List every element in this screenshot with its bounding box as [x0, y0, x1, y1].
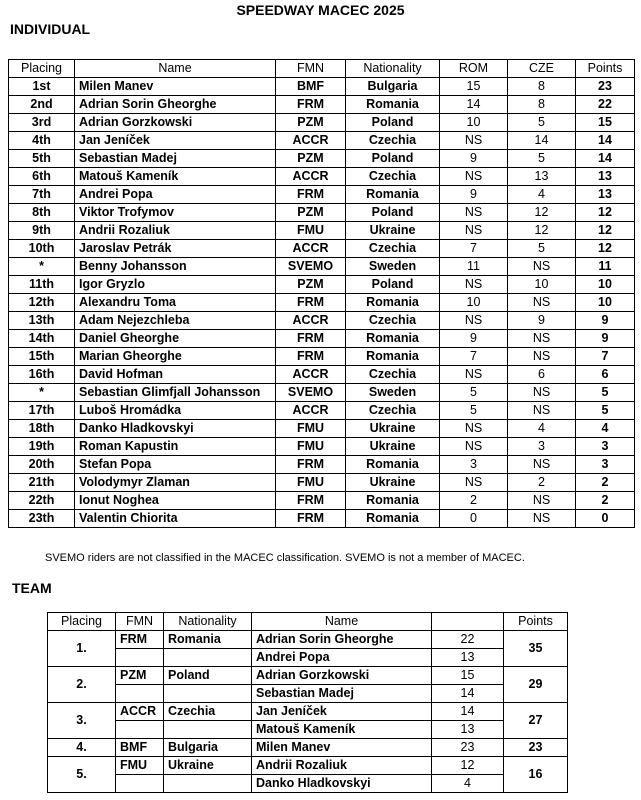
- rider-points: 23: [432, 739, 504, 757]
- table-row: [9, 276, 635, 294]
- points-cell: 6: [576, 366, 635, 384]
- cze-cell: 14: [508, 132, 576, 150]
- name-cell: Danko Hladkovskyi: [75, 420, 276, 438]
- fmn-cell: ACCR: [276, 312, 346, 330]
- points-cell: 22: [576, 96, 635, 114]
- team-row: [48, 649, 568, 667]
- cze-cell: NS: [508, 510, 576, 528]
- rider-name: Danko Hladkovskyi: [252, 775, 432, 793]
- team-placing: 3.: [48, 703, 116, 739]
- rom-cell: NS: [440, 222, 508, 240]
- points-cell: 14: [576, 132, 635, 150]
- nationality-cell: Romania: [346, 186, 440, 204]
- cze-cell: NS: [508, 456, 576, 474]
- team-fmn: ACCR: [116, 703, 164, 721]
- cze-cell: NS: [508, 492, 576, 510]
- empty-cell: [116, 775, 164, 793]
- fmn-cell: FRM: [276, 96, 346, 114]
- nationality-cell: Ukraine: [346, 474, 440, 492]
- placing-cell: 3rd: [9, 114, 75, 132]
- points-cell: 9: [576, 312, 635, 330]
- name-cell: Sebastian Glimfjall Johansson: [75, 384, 276, 402]
- placing-cell: 5th: [9, 150, 75, 168]
- cze-cell: 10: [508, 276, 576, 294]
- column-header: Placing: [48, 613, 116, 631]
- fmn-cell: ACCR: [276, 366, 346, 384]
- rom-cell: 14: [440, 96, 508, 114]
- table-row: [9, 348, 635, 366]
- name-cell: Marian Gheorghe: [75, 348, 276, 366]
- team-row: [48, 685, 568, 703]
- points-cell: 0: [576, 510, 635, 528]
- nationality-cell: Bulgaria: [346, 78, 440, 96]
- fmn-cell: PZM: [276, 150, 346, 168]
- points-cell: 14: [576, 150, 635, 168]
- placing-cell: 15th: [9, 348, 75, 366]
- fmn-cell: FRM: [276, 348, 346, 366]
- nationality-cell: Czechia: [346, 240, 440, 258]
- fmn-cell: FRM: [276, 456, 346, 474]
- rom-cell: 0: [440, 510, 508, 528]
- rom-cell: 9: [440, 330, 508, 348]
- cze-cell: 4: [508, 420, 576, 438]
- cze-cell: 5: [508, 114, 576, 132]
- team-points: 16: [504, 757, 568, 793]
- points-cell: 12: [576, 240, 635, 258]
- cze-cell: NS: [508, 348, 576, 366]
- placing-cell: 12th: [9, 294, 75, 312]
- team-row: [48, 667, 568, 685]
- column-header: CZE: [508, 60, 576, 78]
- empty-cell: [116, 721, 164, 739]
- points-cell: 15: [576, 114, 635, 132]
- empty-cell: [116, 685, 164, 703]
- nationality-cell: Poland: [346, 276, 440, 294]
- rider-points: 15: [432, 667, 504, 685]
- team-row: [48, 703, 568, 721]
- name-cell: Alexandru Toma: [75, 294, 276, 312]
- placing-cell: 14th: [9, 330, 75, 348]
- cze-cell: NS: [508, 294, 576, 312]
- placing-cell: 21th: [9, 474, 75, 492]
- nationality-cell: Czechia: [346, 312, 440, 330]
- cze-cell: NS: [508, 384, 576, 402]
- table-row: [9, 294, 635, 312]
- nationality-cell: Romania: [346, 294, 440, 312]
- rider-name: Adrian Sorin Gheorghe: [252, 631, 432, 649]
- placing-cell: 16th: [9, 366, 75, 384]
- team-table: [47, 612, 568, 793]
- team-row: [48, 739, 568, 757]
- fmn-cell: PZM: [276, 114, 346, 132]
- name-cell: Andrei Popa: [75, 186, 276, 204]
- table-row: [9, 438, 635, 456]
- rom-cell: 5: [440, 384, 508, 402]
- points-cell: 13: [576, 168, 635, 186]
- rom-cell: NS: [440, 438, 508, 456]
- fmn-cell: ACCR: [276, 240, 346, 258]
- rom-cell: 5: [440, 402, 508, 420]
- name-cell: Adrian Gorzkowski: [75, 114, 276, 132]
- nationality-cell: Ukraine: [346, 420, 440, 438]
- team-placing: 1.: [48, 631, 116, 667]
- rider-name: Andrei Popa: [252, 649, 432, 667]
- page-title: SPEEDWAY MACEC 2025: [236, 2, 405, 18]
- team-placing: 5.: [48, 757, 116, 793]
- cze-cell: NS: [508, 258, 576, 276]
- fmn-cell: FRM: [276, 294, 346, 312]
- placing-cell: *: [9, 384, 75, 402]
- table-row: [9, 474, 635, 492]
- team-fmn: PZM: [116, 667, 164, 685]
- placing-cell: 8th: [9, 204, 75, 222]
- cze-cell: 5: [508, 150, 576, 168]
- nationality-cell: Czechia: [346, 168, 440, 186]
- points-cell: 23: [576, 78, 635, 96]
- rider-name: Sebastian Madej: [252, 685, 432, 703]
- cze-cell: 9: [508, 312, 576, 330]
- points-cell: 12: [576, 204, 635, 222]
- rom-cell: 11: [440, 258, 508, 276]
- table-row: [9, 204, 635, 222]
- nationality-cell: Poland: [346, 150, 440, 168]
- team-placing: 4.: [48, 739, 116, 757]
- empty-cell: [164, 775, 252, 793]
- placing-cell: 9th: [9, 222, 75, 240]
- column-header: Points: [576, 60, 635, 78]
- table-row: [9, 96, 635, 114]
- placing-cell: 2nd: [9, 96, 75, 114]
- rom-cell: 9: [440, 186, 508, 204]
- placing-cell: 4th: [9, 132, 75, 150]
- table-row: [9, 402, 635, 420]
- table-row: [9, 114, 635, 132]
- fmn-cell: FRM: [276, 510, 346, 528]
- points-cell: 4: [576, 420, 635, 438]
- points-cell: 10: [576, 294, 635, 312]
- rom-cell: NS: [440, 204, 508, 222]
- points-cell: 3: [576, 456, 635, 474]
- team-row: [48, 775, 568, 793]
- points-cell: 10: [576, 276, 635, 294]
- svemo-note: SVEMO riders are not classified in the MACEC classification. SVEMO is not a member of MACEC.: [45, 552, 525, 564]
- team-header-row: [48, 613, 568, 631]
- team-row: [48, 631, 568, 649]
- placing-cell: 22th: [9, 492, 75, 510]
- table-row: [9, 420, 635, 438]
- individual-header-row: [9, 60, 635, 78]
- placing-cell: 10th: [9, 240, 75, 258]
- placing-cell: 7th: [9, 186, 75, 204]
- nationality-cell: Ukraine: [346, 438, 440, 456]
- rom-cell: 15: [440, 78, 508, 96]
- cze-cell: 3: [508, 438, 576, 456]
- placing-cell: 19th: [9, 438, 75, 456]
- name-cell: Milen Manev: [75, 78, 276, 96]
- name-cell: Igor Gryzlo: [75, 276, 276, 294]
- fmn-cell: PZM: [276, 276, 346, 294]
- points-cell: 5: [576, 402, 635, 420]
- name-cell: Stefan Popa: [75, 456, 276, 474]
- team-heading: TEAM: [12, 580, 52, 596]
- rider-name: Jan Jeníček: [252, 703, 432, 721]
- fmn-cell: FMU: [276, 474, 346, 492]
- column-header: Nationality: [346, 60, 440, 78]
- name-cell: Daniel Gheorghe: [75, 330, 276, 348]
- individual-table: [8, 59, 635, 528]
- cze-cell: 8: [508, 96, 576, 114]
- column-header: Name: [252, 613, 432, 631]
- fmn-cell: FMU: [276, 420, 346, 438]
- rom-cell: 10: [440, 294, 508, 312]
- points-cell: 9: [576, 330, 635, 348]
- fmn-cell: ACCR: [276, 402, 346, 420]
- cze-cell: NS: [508, 330, 576, 348]
- column-header: Name: [75, 60, 276, 78]
- points-cell: 12: [576, 222, 635, 240]
- cze-cell: 5: [508, 240, 576, 258]
- fmn-cell: FRM: [276, 492, 346, 510]
- points-cell: 7: [576, 348, 635, 366]
- fmn-cell: FRM: [276, 186, 346, 204]
- nationality-cell: Sweden: [346, 384, 440, 402]
- column-header: [432, 613, 504, 631]
- rom-cell: NS: [440, 168, 508, 186]
- team-fmn: BMF: [116, 739, 164, 757]
- rom-cell: NS: [440, 366, 508, 384]
- nationality-cell: Romania: [346, 492, 440, 510]
- table-row: [9, 132, 635, 150]
- team-placing: 2.: [48, 667, 116, 703]
- placing-cell: 20th: [9, 456, 75, 474]
- name-cell: Benny Johansson: [75, 258, 276, 276]
- team-row: [48, 757, 568, 775]
- table-row: [9, 366, 635, 384]
- column-header: FMN: [276, 60, 346, 78]
- empty-cell: [164, 685, 252, 703]
- points-cell: 2: [576, 492, 635, 510]
- team-nationality: Bulgaria: [164, 739, 252, 757]
- table-row: [9, 330, 635, 348]
- placing-cell: 6th: [9, 168, 75, 186]
- team-row: [48, 721, 568, 739]
- points-cell: 11: [576, 258, 635, 276]
- empty-cell: [164, 721, 252, 739]
- rider-points: 4: [432, 775, 504, 793]
- table-row: [9, 150, 635, 168]
- table-row: [9, 186, 635, 204]
- team-nationality: Ukraine: [164, 757, 252, 775]
- table-row: [9, 384, 635, 402]
- rom-cell: 7: [440, 240, 508, 258]
- rider-points: 13: [432, 721, 504, 739]
- rom-cell: NS: [440, 132, 508, 150]
- points-cell: 2: [576, 474, 635, 492]
- rider-name: Milen Manev: [252, 739, 432, 757]
- nationality-cell: Romania: [346, 348, 440, 366]
- cze-cell: 12: [508, 222, 576, 240]
- rider-points: 14: [432, 685, 504, 703]
- placing-cell: 23th: [9, 510, 75, 528]
- nationality-cell: Ukraine: [346, 222, 440, 240]
- name-cell: Luboš Hromádka: [75, 402, 276, 420]
- nationality-cell: Romania: [346, 96, 440, 114]
- rider-points: 13: [432, 649, 504, 667]
- rom-cell: 3: [440, 456, 508, 474]
- rom-cell: 2: [440, 492, 508, 510]
- nationality-cell: Sweden: [346, 258, 440, 276]
- fmn-cell: SVEMO: [276, 384, 346, 402]
- placing-cell: 1st: [9, 78, 75, 96]
- team-points: 35: [504, 631, 568, 667]
- name-cell: Viktor Trofymov: [75, 204, 276, 222]
- nationality-cell: Poland: [346, 114, 440, 132]
- column-header: Points: [504, 613, 568, 631]
- team-nationality: Poland: [164, 667, 252, 685]
- table-row: [9, 240, 635, 258]
- name-cell: David Hofman: [75, 366, 276, 384]
- table-row: [9, 168, 635, 186]
- table-row: [9, 510, 635, 528]
- placing-cell: 18th: [9, 420, 75, 438]
- rider-name: Andrii Rozaliuk: [252, 757, 432, 775]
- placing-cell: 17th: [9, 402, 75, 420]
- placing-cell: 13th: [9, 312, 75, 330]
- nationality-cell: Romania: [346, 456, 440, 474]
- name-cell: Sebastian Madej: [75, 150, 276, 168]
- rider-points: 22: [432, 631, 504, 649]
- cze-cell: 8: [508, 78, 576, 96]
- name-cell: Adam Nejezchleba: [75, 312, 276, 330]
- nationality-cell: Poland: [346, 204, 440, 222]
- table-row: [9, 78, 635, 96]
- rom-cell: NS: [440, 312, 508, 330]
- empty-cell: [116, 649, 164, 667]
- nationality-cell: Czechia: [346, 366, 440, 384]
- team-points: 29: [504, 667, 568, 703]
- rider-points: 14: [432, 703, 504, 721]
- column-header: ROM: [440, 60, 508, 78]
- team-points: 27: [504, 703, 568, 739]
- fmn-cell: FMU: [276, 438, 346, 456]
- nationality-cell: Czechia: [346, 132, 440, 150]
- cze-cell: 13: [508, 168, 576, 186]
- fmn-cell: FRM: [276, 330, 346, 348]
- rom-cell: 10: [440, 114, 508, 132]
- column-header: Nationality: [164, 613, 252, 631]
- nationality-cell: Czechia: [346, 402, 440, 420]
- cze-cell: 2: [508, 474, 576, 492]
- fmn-cell: SVEMO: [276, 258, 346, 276]
- nationality-cell: Romania: [346, 510, 440, 528]
- rider-name: Adrian Gorzkowski: [252, 667, 432, 685]
- rom-cell: 9: [440, 150, 508, 168]
- rom-cell: NS: [440, 474, 508, 492]
- name-cell: Jan Jeníček: [75, 132, 276, 150]
- name-cell: Jaroslav Petrák: [75, 240, 276, 258]
- name-cell: Valentin Chiorita: [75, 510, 276, 528]
- individual-heading: INDIVIDUAL: [10, 21, 91, 37]
- name-cell: Adrian Sorin Gheorghe: [75, 96, 276, 114]
- column-header: Placing: [9, 60, 75, 78]
- nationality-cell: Romania: [346, 330, 440, 348]
- fmn-cell: ACCR: [276, 132, 346, 150]
- rom-cell: NS: [440, 276, 508, 294]
- cze-cell: 4: [508, 186, 576, 204]
- name-cell: Ionut Noghea: [75, 492, 276, 510]
- team-fmn: FRM: [116, 631, 164, 649]
- rider-points: 12: [432, 757, 504, 775]
- rider-name: Matouš Kameník: [252, 721, 432, 739]
- cze-cell: 12: [508, 204, 576, 222]
- name-cell: Volodymyr Zlaman: [75, 474, 276, 492]
- cze-cell: 6: [508, 366, 576, 384]
- points-cell: 13: [576, 186, 635, 204]
- team-nationality: Romania: [164, 631, 252, 649]
- points-cell: 5: [576, 384, 635, 402]
- fmn-cell: PZM: [276, 204, 346, 222]
- table-row: [9, 222, 635, 240]
- name-cell: Roman Kapustin: [75, 438, 276, 456]
- team-fmn: FMU: [116, 757, 164, 775]
- team-points: 23: [504, 739, 568, 757]
- name-cell: Andrii Rozaliuk: [75, 222, 276, 240]
- name-cell: Matouš Kameník: [75, 168, 276, 186]
- table-row: [9, 456, 635, 474]
- table-row: [9, 492, 635, 510]
- rom-cell: 7: [440, 348, 508, 366]
- fmn-cell: FMU: [276, 222, 346, 240]
- empty-cell: [164, 649, 252, 667]
- fmn-cell: BMF: [276, 78, 346, 96]
- points-cell: 3: [576, 438, 635, 456]
- cze-cell: NS: [508, 402, 576, 420]
- fmn-cell: ACCR: [276, 168, 346, 186]
- placing-cell: *: [9, 258, 75, 276]
- table-row: [9, 258, 635, 276]
- table-row: [9, 312, 635, 330]
- team-nationality: Czechia: [164, 703, 252, 721]
- column-header: FMN: [116, 613, 164, 631]
- placing-cell: 11th: [9, 276, 75, 294]
- rom-cell: NS: [440, 420, 508, 438]
